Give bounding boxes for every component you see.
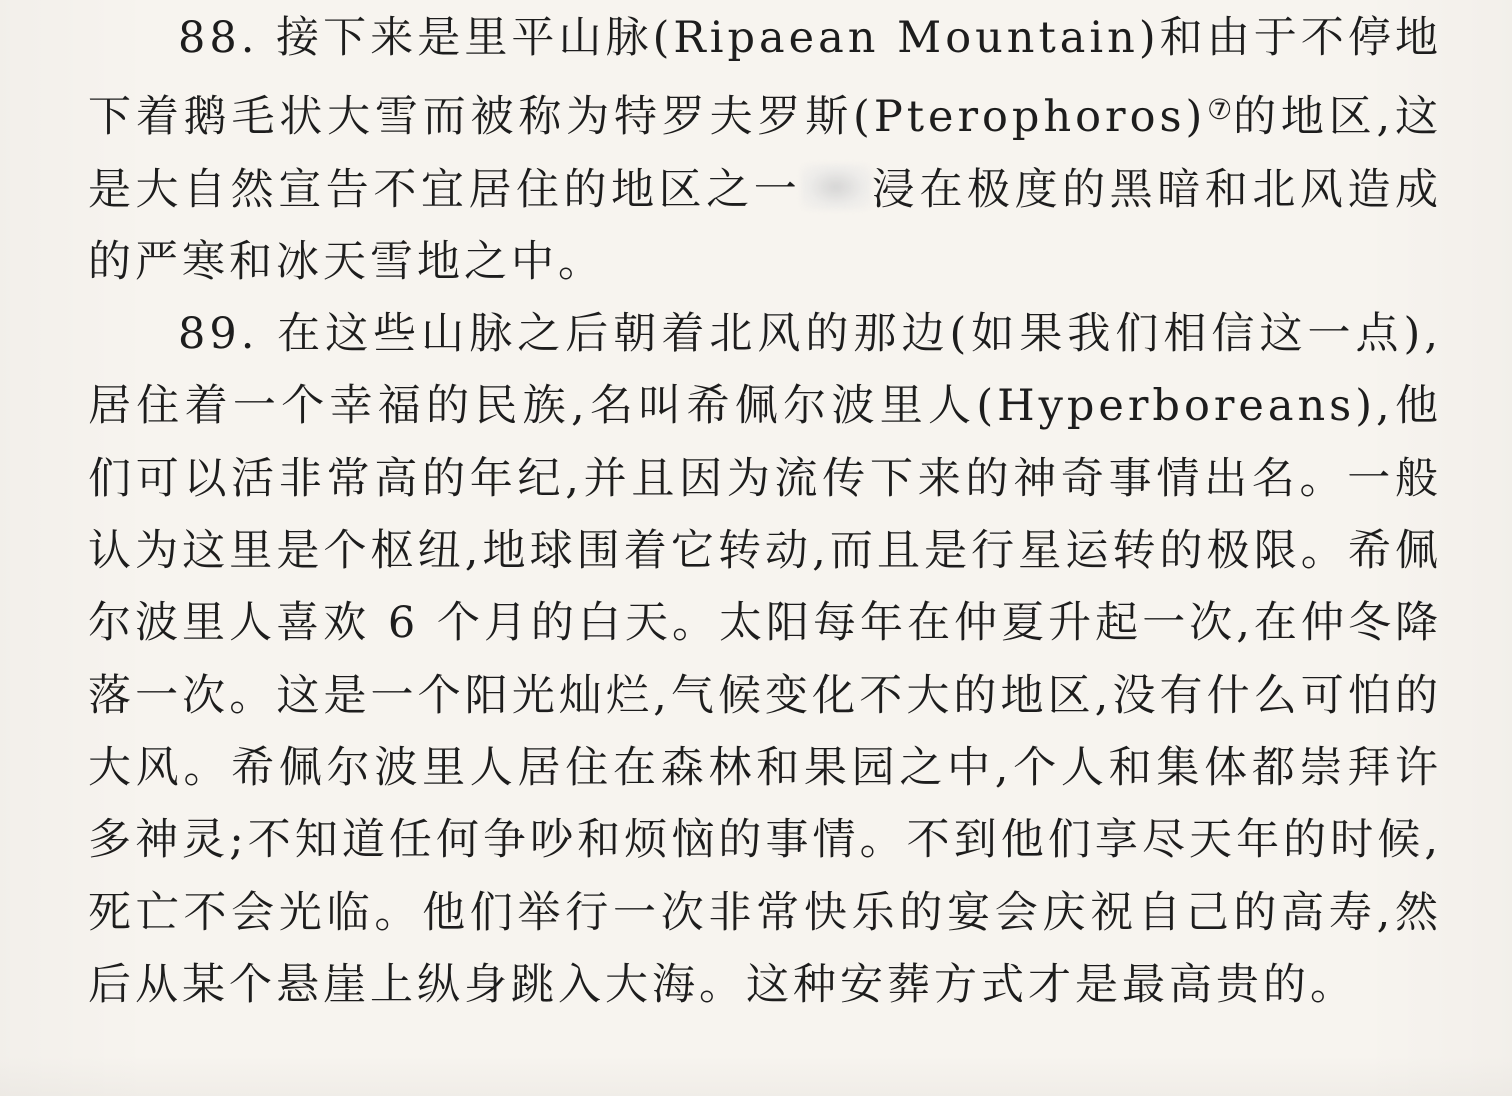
page-text (88, 2, 1442, 1021)
paragraph-text: 在这些山脉之后朝着北风的那边(如果我们相信这一点),居住着一个幸福的民族,名叫希佩尔波里人(Hyperboreans),他们可以活非常高的年纪,并且因为流传下来的神奇事情出名。一般认为这里是个枢纽,地球围着它转动,而且是行星运转的极限。希佩尔波里人喜欢 6 个月的白天。太阳每年在仲夏升起一次,在仲冬降落一次。这是一个阳光灿烂,气候变化不大的地区,没有什么可怕的大风。希佩尔波里人居住在森林和果园之中,个人和集体都崇拜许多神灵;不知道任何争吵和烦恼的事情。不到他们享尽天年的时候,死亡不会光临。他们举行一次非常快乐的宴会庆祝自己的高寿,然后从某个悬崖上纵身跳入大海。这种安葬方式才是最高贵的。 (88, 309, 1442, 1010)
paragraph-text: 接下来是里平山脉(Ripaean Mountain)和由于不停地下着鹅毛状大雪而被称为特罗夫罗斯(Pterophoros) (88, 13, 1442, 143)
blurred-smudge (801, 164, 871, 210)
paragraph-88 (88, 2, 1442, 298)
paragraph-text: 浸在极度的黑暗和北风造成的严寒和冰天雪地之中。 (88, 164, 1443, 287)
paragraph-number: 88. (178, 13, 259, 63)
paragraph-text: 的地区,这是大自然宣告不宜居住的地区之一 (88, 92, 1442, 215)
page-bottom-shade (0, 1056, 1512, 1096)
paragraph-number: 89. (178, 309, 259, 360)
paragraph-89 (88, 298, 1442, 1021)
footnote-mark: ⑦ (1206, 93, 1234, 127)
